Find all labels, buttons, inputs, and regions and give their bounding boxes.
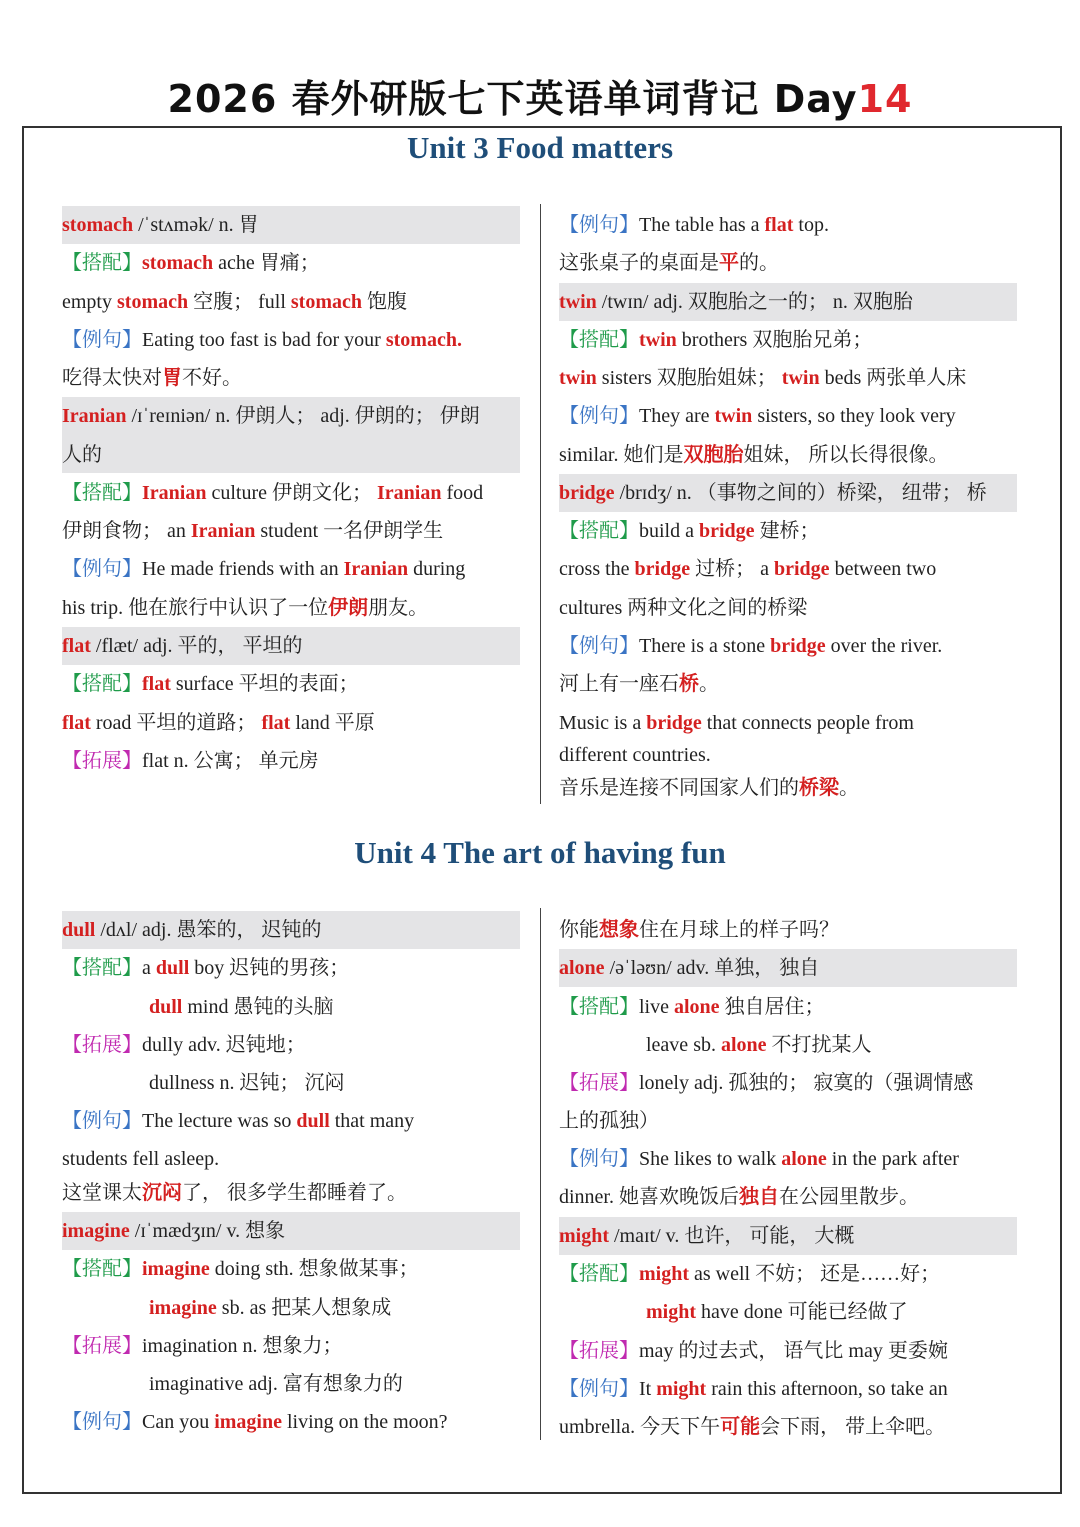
- keyword: flat: [764, 214, 794, 236]
- keyword: alone: [674, 996, 720, 1018]
- text-segment: Can you: [142, 1411, 215, 1433]
- text-segment: during: [408, 558, 466, 580]
- entry-line: [62, 748, 520, 774]
- example-tag: 【例句】: [62, 1411, 142, 1433]
- keyword: bridge: [774, 558, 830, 580]
- text-segment: 朋友。: [368, 597, 429, 619]
- unit-4-heading: Unit 4 The art of having fun: [354, 835, 726, 870]
- text-segment: doing sth. 想象做某事；: [209, 1258, 419, 1280]
- entry-line: [559, 1032, 1017, 1058]
- keyword: might: [646, 1301, 696, 1323]
- keyword: imagine: [149, 1297, 217, 1319]
- example-tag: 【例句】: [62, 329, 142, 351]
- text-segment: /əˈləʊn/ adv. 单独， 独自: [604, 957, 820, 979]
- keyword: Iranian: [142, 482, 207, 504]
- entry-line: [559, 1299, 1017, 1325]
- text-segment: 住在月球上的样子吗？: [639, 919, 839, 941]
- keyword: stomach.: [385, 329, 462, 351]
- text-segment: She likes to walk: [639, 1148, 782, 1170]
- entry-line: [559, 1376, 1017, 1402]
- keyword: bridge: [646, 712, 702, 734]
- entry-line: [62, 671, 520, 697]
- entry-line: [559, 1184, 1017, 1210]
- text-segment: have done 可能已经做了: [696, 1301, 908, 1323]
- entry-line: [559, 595, 1017, 621]
- text-segment: food: [441, 482, 484, 504]
- keyword: bridge: [634, 558, 691, 580]
- text-segment: imaginative adj. 富有想象力的: [149, 1373, 403, 1395]
- keyword: bridge: [559, 482, 615, 504]
- keyword: flat: [142, 673, 171, 695]
- text-segment: /ˈstʌmək/ n. 胃: [133, 214, 259, 236]
- entry-line: [62, 556, 520, 582]
- keyword: 胃: [162, 367, 182, 389]
- text-segment: 不好。: [182, 367, 242, 389]
- headword-line: [559, 289, 1017, 315]
- entry-line: [559, 1108, 1017, 1134]
- entry-line: [62, 442, 520, 468]
- text-segment: rain this afternoon, so take an: [706, 1378, 948, 1400]
- entry-line: [559, 775, 1017, 801]
- example-tag: 【例句】: [559, 405, 639, 427]
- unit-3-heading: Unit 3 Food matters: [406, 130, 674, 165]
- entry-line: [62, 1409, 520, 1435]
- text-segment: dinner. 她喜欢晚饭后: [559, 1186, 739, 1208]
- collocation-tag: 【搭配】: [62, 482, 142, 504]
- text-segment: /dʌl/ adj. 愚笨的， 迟钝的: [95, 919, 322, 941]
- entry-line: [559, 710, 1017, 736]
- extension-tag: 【拓展】: [62, 750, 142, 772]
- text-segment: between two: [829, 558, 937, 580]
- text-segment: /brɪdʒ/ n. （事物之间的）桥梁， 纽带； 桥: [614, 482, 987, 504]
- extension-tag: 【拓展】: [559, 1340, 639, 1362]
- text-segment: live: [639, 996, 674, 1018]
- headword-line: [559, 1223, 1017, 1249]
- text-segment: build a: [639, 520, 699, 542]
- text-segment: /flæt/ adj. 平的， 平坦的: [90, 635, 303, 657]
- text-segment: The lecture was so: [142, 1110, 297, 1132]
- text-segment: lonely adj. 孤独的； 寂寞的（强调情感: [639, 1072, 974, 1094]
- text-segment: He made friends with an: [142, 558, 344, 580]
- keyword: flat: [62, 712, 91, 734]
- collocation-tag: 【搭配】: [559, 1263, 639, 1285]
- keyword: 桥梁: [799, 777, 839, 799]
- keyword: imagine: [214, 1411, 282, 1433]
- text-segment: mind 愚钝的头脑: [182, 996, 334, 1018]
- keyword: Iranian: [343, 558, 409, 580]
- keyword: imagine: [142, 1258, 210, 1280]
- keyword: Iranian: [190, 520, 256, 542]
- entry-line: [559, 556, 1017, 582]
- entry-line: [559, 671, 1017, 697]
- page-title-prefix: 2026 春外研版七下英语单词背记 Day: [167, 77, 858, 121]
- text-segment: leave sb.: [646, 1034, 721, 1056]
- text-segment: student 一名伊朗学生: [255, 520, 444, 542]
- entry-line: [62, 365, 520, 391]
- text-segment: sisters 双胞胎姐妹；: [596, 367, 782, 389]
- collocation-tag: 【搭配】: [62, 673, 142, 695]
- keyword: twin: [559, 367, 597, 389]
- entry-line: [559, 403, 1017, 429]
- collocation-tag: 【搭配】: [559, 520, 639, 542]
- text-segment: sisters, so they look very: [752, 405, 956, 427]
- keyword: bridge: [699, 520, 755, 542]
- entry-line: [559, 1414, 1017, 1440]
- text-segment: Eating too fast is bad for your: [142, 329, 386, 351]
- entry-line: [62, 1371, 520, 1397]
- keyword: twin: [781, 367, 820, 389]
- headword-line: [62, 633, 520, 659]
- entry-line: [62, 955, 520, 981]
- text-segment: students fell asleep.: [62, 1148, 220, 1170]
- entry-line: [62, 1295, 520, 1321]
- headword-line: [62, 212, 520, 238]
- entry-line: [62, 994, 520, 1020]
- collocation-tag: 【搭配】: [62, 252, 142, 274]
- text-segment: flat n. 公寓； 单元房: [142, 750, 319, 772]
- entry-line: [559, 212, 1017, 238]
- text-segment: 这堂课太: [62, 1182, 142, 1204]
- text-segment: 独自居住；: [719, 996, 825, 1018]
- keyword: 沉闷: [142, 1182, 182, 1204]
- entry-line: [559, 250, 1017, 276]
- entry-line: [559, 518, 1017, 544]
- text-segment: 人的: [62, 444, 102, 466]
- entry-line: [62, 595, 520, 621]
- text-segment: road 平坦的道路；: [90, 712, 262, 734]
- headword-line: [62, 917, 520, 943]
- extension-tag: 【拓展】: [62, 1335, 142, 1357]
- keyword: 伊朗: [328, 597, 369, 619]
- page-title: [0, 68, 1080, 123]
- keyword: dull: [62, 919, 96, 941]
- text-segment: boy 迟钝的男孩；: [189, 957, 350, 979]
- entry-line: [62, 710, 520, 736]
- text-segment: ache 胃痛；: [213, 252, 320, 274]
- extension-tag: 【拓展】: [62, 1034, 142, 1056]
- text-segment: 姐妹， 所以长得很像。: [743, 444, 949, 466]
- extension-tag: 【拓展】: [559, 1072, 639, 1094]
- text-segment: 伊朗食物； an: [62, 520, 191, 542]
- text-segment: a: [142, 957, 156, 979]
- keyword: might: [656, 1378, 707, 1400]
- text-segment: may 的过去式， 语气比 may 更委婉: [639, 1340, 948, 1362]
- text-segment: /ɪˈmædʒɪn/ v. 想象: [129, 1220, 286, 1242]
- keyword: stomach: [117, 291, 189, 313]
- keyword: alone: [781, 1148, 827, 1170]
- text-segment: brothers 双胞胎兄弟；: [676, 329, 873, 351]
- keyword: flat: [261, 712, 291, 734]
- example-tag: 【例句】: [62, 558, 142, 580]
- text-segment: 吃得太快对: [62, 367, 162, 389]
- keyword: 平: [719, 252, 739, 274]
- entry-line: [62, 1180, 520, 1206]
- keyword: dull: [155, 957, 190, 979]
- entry-line: [559, 1146, 1017, 1172]
- text-segment: that many: [329, 1110, 415, 1132]
- text-segment: over the river.: [825, 635, 943, 657]
- text-segment: cultures 两种文化之间的桥梁: [559, 597, 808, 619]
- text-segment: his trip. 他在旅行中认识了一位: [62, 597, 329, 619]
- keyword: 桥: [679, 673, 699, 695]
- text-segment: cross the: [559, 558, 635, 580]
- keyword: dull: [149, 996, 183, 1018]
- entry-line: [62, 1256, 520, 1282]
- keyword: stomach: [290, 291, 362, 313]
- text-segment: sb. as 把某人想象成: [216, 1297, 392, 1319]
- entry-line: [559, 365, 1017, 391]
- text-segment: different countries.: [559, 744, 711, 766]
- entry-line: [559, 1070, 1017, 1096]
- keyword: 想象: [599, 919, 639, 941]
- keyword: stomach: [142, 252, 214, 274]
- text-segment: 你能: [559, 919, 599, 941]
- entry-line: [559, 327, 1017, 353]
- keyword: imagine: [62, 1220, 130, 1242]
- day-number: 14: [857, 77, 913, 121]
- text-segment: land 平原: [290, 712, 375, 734]
- text-segment: dully adv. 迟钝地；: [142, 1034, 306, 1056]
- text-segment: living on the moon?: [282, 1411, 448, 1433]
- text-segment: There is a stone: [639, 635, 771, 657]
- keyword: twin: [559, 291, 597, 313]
- entry-line: [62, 1146, 520, 1172]
- keyword: alone: [720, 1034, 767, 1056]
- collocation-tag: 【搭配】: [62, 1258, 142, 1280]
- keyword: bridge: [770, 635, 826, 657]
- text-segment: in the park after: [826, 1148, 959, 1170]
- keyword: stomach: [62, 214, 134, 236]
- text-segment: 的。: [739, 252, 779, 274]
- example-tag: 【例句】: [559, 1148, 639, 1170]
- text-segment: 音乐是连接不同国家人们的: [559, 777, 799, 799]
- entry-line: [62, 480, 520, 506]
- text-segment: umbrella. 今天下午: [559, 1416, 721, 1438]
- keyword: 独自: [739, 1186, 779, 1208]
- text-segment: The table has a: [639, 214, 765, 236]
- text-segment: top.: [793, 214, 829, 236]
- keyword: dull: [296, 1110, 330, 1132]
- text-segment: imagination n. 想象力；: [142, 1335, 343, 1357]
- entry-line: [559, 1338, 1017, 1364]
- keyword: 双胞胎: [683, 444, 744, 466]
- unit-3-column-divider: [540, 204, 541, 804]
- example-tag: 【例句】: [62, 1110, 142, 1132]
- text-segment: 不打扰某人: [766, 1034, 872, 1056]
- keyword: Iranian: [62, 405, 127, 427]
- headword-line: [559, 955, 1017, 981]
- entry-line: [559, 442, 1017, 468]
- collocation-tag: 【搭配】: [559, 329, 639, 351]
- keyword: Iranian: [377, 482, 442, 504]
- text-segment: that connects people from: [701, 712, 914, 734]
- collocation-tag: 【搭配】: [62, 957, 142, 979]
- entry-line: [62, 289, 520, 315]
- entry-line: [62, 1108, 520, 1134]
- unit-4-column-divider: [540, 908, 541, 1440]
- keyword: twin: [639, 329, 677, 351]
- text-segment: 建桥；: [754, 520, 820, 542]
- keyword: flat: [62, 635, 91, 657]
- example-tag: 【例句】: [559, 214, 639, 236]
- text-segment: Music is a: [559, 712, 647, 734]
- text-segment: beds 两张单人床: [819, 367, 967, 389]
- text-segment: 饱腹: [362, 291, 407, 313]
- entry-line: [62, 250, 520, 276]
- entry-line: [559, 1261, 1017, 1287]
- text-segment: 上的孤独）: [559, 1110, 659, 1132]
- text-segment: 这张桌子的桌面是: [559, 252, 719, 274]
- entry-line: [62, 1032, 520, 1058]
- headword-line: [62, 1218, 520, 1244]
- text-segment: 过桥； a: [690, 558, 774, 580]
- text-segment: 空腹； full: [188, 291, 291, 313]
- entry-line: [62, 518, 520, 544]
- example-tag: 【例句】: [559, 635, 639, 657]
- keyword: alone: [559, 957, 605, 979]
- keyword: 可能: [720, 1416, 761, 1438]
- text-segment: /twɪn/ adj. 双胞胎之一的； n. 双胞胎: [596, 291, 913, 313]
- text-segment: It: [639, 1378, 657, 1400]
- keyword: might: [559, 1225, 609, 1247]
- entry-line: [559, 917, 1017, 943]
- text-segment: 河上有一座石: [559, 673, 679, 695]
- entry-line: [62, 327, 520, 353]
- entry-line: [62, 1333, 520, 1359]
- text-segment: 。: [839, 777, 859, 799]
- collocation-tag: 【搭配】: [559, 996, 639, 1018]
- text-segment: as well 不妨； 还是……好；: [689, 1263, 941, 1285]
- text-segment: culture 伊朗文化；: [206, 482, 377, 504]
- text-segment: 。: [699, 673, 719, 695]
- entry-line: [559, 633, 1017, 659]
- keyword: might: [639, 1263, 689, 1285]
- text-segment: /maɪt/ v. 也许， 可能， 大概: [609, 1225, 855, 1247]
- keyword: twin: [714, 405, 753, 427]
- text-segment: dullness n. 迟钝； 沉闷: [149, 1072, 345, 1094]
- entry-line: [559, 994, 1017, 1020]
- entry-line: [62, 1070, 520, 1096]
- text-segment: similar. 她们是: [559, 444, 684, 466]
- text-segment: /ɪˈreɪniən/ n. 伊朗人； adj. 伊朗的； 伊朗: [126, 405, 480, 427]
- headword-line: [62, 403, 520, 429]
- text-segment: surface 平坦的表面；: [170, 673, 359, 695]
- text-segment: empty: [62, 291, 117, 313]
- example-tag: 【例句】: [559, 1378, 639, 1400]
- headword-line: [559, 480, 1017, 506]
- text-segment: 会下雨， 带上伞吧。: [760, 1416, 946, 1438]
- entry-line: [559, 742, 1017, 768]
- text-segment: 了， 很多学生都睡着了。: [182, 1182, 407, 1204]
- text-segment: 在公园里散步。: [779, 1186, 919, 1208]
- text-segment: They are: [639, 405, 715, 427]
